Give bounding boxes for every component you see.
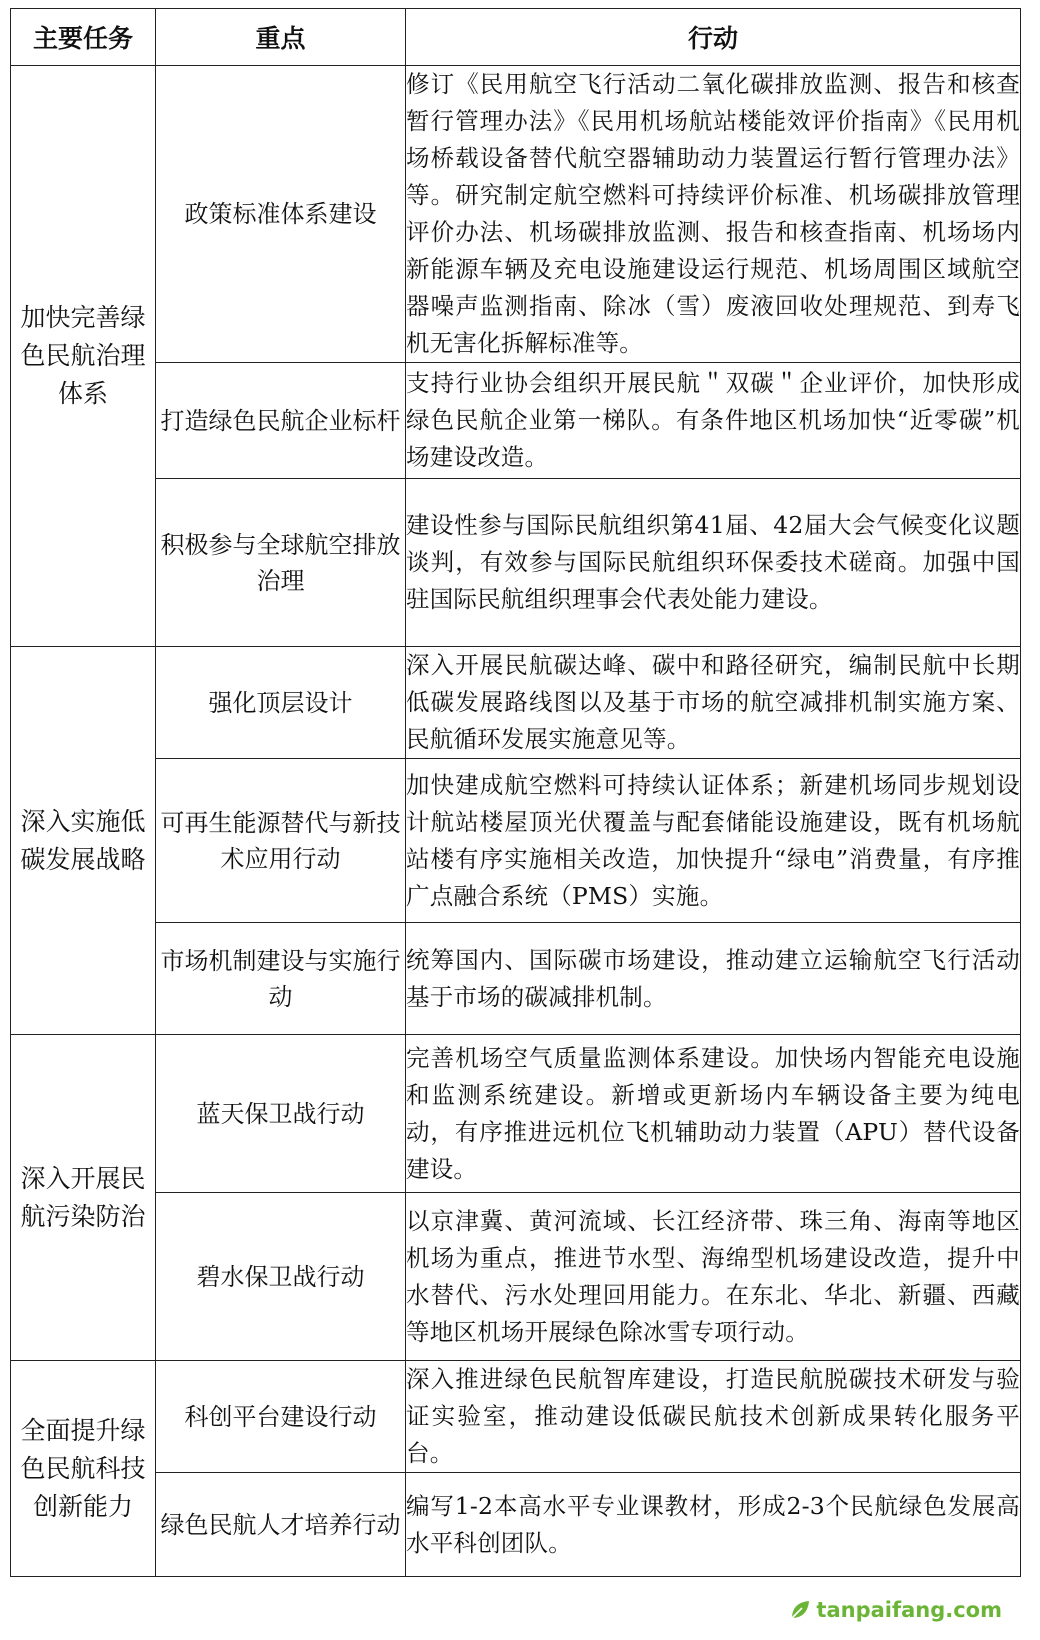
watermark-text: tanpaifang.com <box>816 1598 1002 1622</box>
table-row <box>11 479 1021 647</box>
table-row <box>11 66 1021 363</box>
table-row <box>11 1473 1021 1577</box>
table-row <box>11 1193 1021 1361</box>
header-action: 行动 <box>406 9 1021 66</box>
header-focus: 重点 <box>156 9 406 66</box>
task-cell: 深入开展民航污染防治 <box>11 1035 156 1361</box>
action-cell: 编写1-2本高水平专业课教材，形成2-3个民航绿色发展高水平科创团队。 <box>406 1473 1021 1577</box>
focus-cell: 市场机制建设与实施行动 <box>156 923 406 1035</box>
watermark <box>788 1598 1002 1622</box>
focus-cell: 政策标准体系建设 <box>156 66 406 363</box>
table-row <box>11 647 1021 759</box>
action-cell: 以京津冀、黄河流域、长江经济带、珠三角、海南等地区机场为重点，推进节水型、海绵型机场建设改造，提升中水替代、污水处理回用能力。在东北、华北、新疆、西藏等地区机场开展绿色除冰雪专项行动。 <box>406 1193 1021 1361</box>
task-cell: 全面提升绿色民航科技创新能力 <box>11 1361 156 1577</box>
focus-cell: 碧水保卫战行动 <box>156 1193 406 1361</box>
table-row <box>11 759 1021 923</box>
table-row <box>11 923 1021 1035</box>
action-cell: 修订《民用航空飞行活动二氧化碳排放监测、报告和核查暂行管理办法》《民用机场航站楼能效评价指南》《民用机场桥载设备替代航空器辅助动力装置运行暂行管理办法》等。研究制定航空燃料可持续评价标准、机场碳排放管理评价办法、机场碳排放监测、报告和核查指南、机场场内新能源车辆及充电设施建设运行规范、机场周围区域航空器噪声监测指南、除冰（雪）废液回收处理规范、到寿飞机无害化拆解标准等。 <box>406 66 1021 363</box>
task-cell: 深入实施低碳发展战略 <box>11 647 156 1035</box>
table-row <box>11 1361 1021 1473</box>
focus-cell: 打造绿色民航企业标杆 <box>156 363 406 479</box>
focus-cell: 积极参与全球航空排放治理 <box>156 479 406 647</box>
focus-cell: 科创平台建设行动 <box>156 1361 406 1473</box>
header-task: 主要任务 <box>11 9 156 66</box>
focus-cell: 绿色民航人才培养行动 <box>156 1473 406 1577</box>
action-cell: 建设性参与国际民航组织第41届、42届大会气候变化议题谈判，有效参与国际民航组织环保委技术磋商。加强中国驻国际民航组织理事会代表处能力建设。 <box>406 479 1021 647</box>
focus-cell: 可再生能源替代与新技术应用行动 <box>156 759 406 923</box>
table-row <box>11 363 1021 479</box>
table-header-row <box>11 9 1021 66</box>
action-cell: 深入开展民航碳达峰、碳中和路径研究，编制民航中长期低碳发展路线图以及基于市场的航空减排机制实施方案、民航循环发展实施意见等。 <box>406 647 1021 759</box>
action-cell: 加快建成航空燃料可持续认证体系；新建机场同步规划设计航站楼屋顶光伏覆盖与配套储能设施建设，既有机场航站楼有序实施相关改造，加快提升“绿电”消费量，有序推广点融合系统（PMS）实施。 <box>406 759 1021 923</box>
action-cell: 统筹国内、国际碳市场建设，推动建立运输航空飞行活动基于市场的碳减排机制。 <box>406 923 1021 1035</box>
action-cell: 深入推进绿色民航智库建设，打造民航脱碳技术研发与验证实验室，推动建设低碳民航技术创新成果转化服务平台。 <box>406 1361 1021 1473</box>
focus-cell: 蓝天保卫战行动 <box>156 1035 406 1193</box>
table-row <box>11 1035 1021 1193</box>
task-cell: 加快完善绿色民航治理体系 <box>11 66 156 647</box>
action-cell: 支持行业协会组织开展民航＂双碳＂企业评价，加快形成绿色民航企业第一梯队。有条件地区机场加快“近零碳”机场建设改造。 <box>406 363 1021 479</box>
action-table <box>10 8 1021 1577</box>
focus-cell: 强化顶层设计 <box>156 647 406 759</box>
leaf-icon <box>788 1598 812 1622</box>
action-cell: 完善机场空气质量监测体系建设。加快场内智能充电设施和监测系统建设。新增或更新场内车辆设备主要为纯电动，有序推进远机位飞机辅助动力装置（APU）替代设备建设。 <box>406 1035 1021 1193</box>
